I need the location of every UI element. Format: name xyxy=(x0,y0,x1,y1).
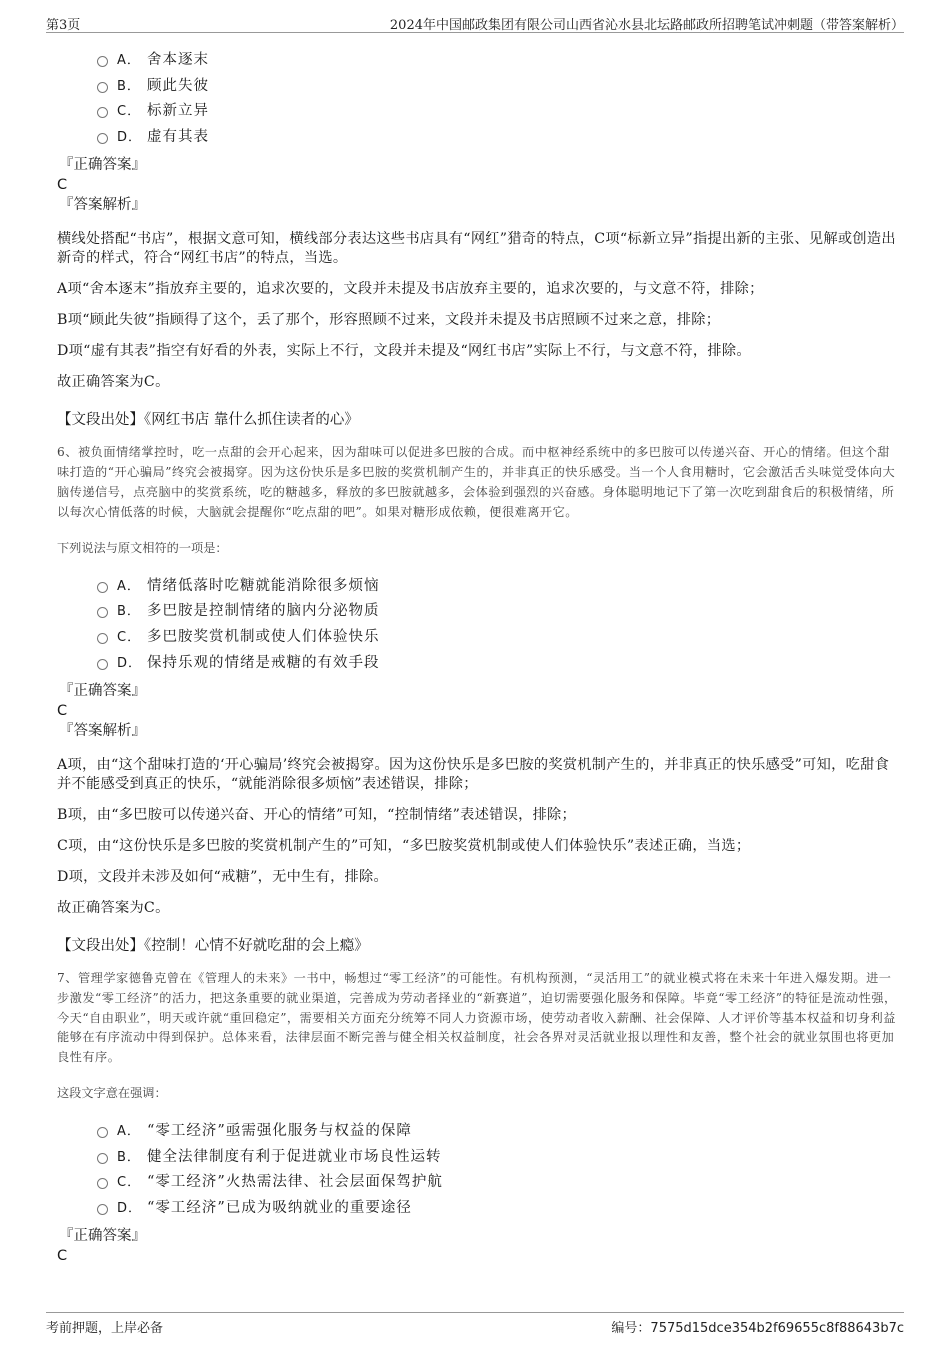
q7-option-d[interactable]: D． “零工经济”已成为吸纳就业的重要途径 xyxy=(97,1194,897,1220)
radio-icon[interactable] xyxy=(97,1153,108,1164)
q6-option-b[interactable]: B． 多巴胺是控制情绪的脑内分泌物质 xyxy=(97,597,897,623)
q7-stem: 7、管理学家德鲁克曾在《管理人的未来》一书中，畅想过“零工经济”的可能性。有机构预测，“灵活用工”的就业模式将在未来十年进入爆发期。进一步激发“零工经济”的活力，把这条重要的就业渠道，完善成为劳动者择业的“新赛道”，迫切需要强化服务和保障。毕竟“零工经济”的特征是流动性强，今天“自由职业”，明天或许就“重回稳定”，需要相关方面充分统筹不同人力资源市场，使劳动者收入薪酬、社会保障、人才评价等基本权益和切身利益能够在有序流动中得到保护。总体来看，法律层面不断完善与健全相关权益制度，社会各界对灵活就业报以理性和友善，整个社会的就业氛围也将更加良性有序。 xyxy=(57,970,897,1065)
radio-icon[interactable] xyxy=(97,1204,108,1215)
q6-source: 【文段出处】《控制！心情不好就吃甜的会上瘾》 xyxy=(57,937,369,954)
analysis-label: 『答案解析』 xyxy=(59,197,146,214)
q5-option-b[interactable]: B． 顾此失彼 xyxy=(97,72,897,98)
analysis-paragraph: D项“虚有其表”指空有好看的外表，实际上不行，文段并未提及“网红书店”实际上不行，与文意不符，排除。 xyxy=(57,343,751,360)
analysis-paragraph: D项，文段并未涉及如何“戒糖”，无中生有，排除。 xyxy=(57,868,389,885)
q6-analysis xyxy=(57,756,897,918)
q6-option-d[interactable]: D． 保持乐观的情绪是戒糖的有效手段 xyxy=(97,648,897,674)
q5-option-a[interactable]: A． 舍本逐末 xyxy=(97,46,897,72)
q5-option-c[interactable]: C． 标新立异 xyxy=(97,97,897,123)
analysis-paragraph: B项“顾此失彼”指顾得了这个，丢了那个，形容照顾不过来，文段并未提及书店照顾不过来之意，排除； xyxy=(57,312,721,329)
analysis-paragraph: C项，由“这份快乐是多巴胺的奖赏机制产生的”可知，“多巴胺奖赏机制或使人们体验快乐”表述正确，当选； xyxy=(57,837,751,854)
q6-option-a[interactable]: A． 情绪低落时吃糖就能消除很多烦恼 xyxy=(97,572,897,598)
radio-icon[interactable] xyxy=(97,607,108,618)
q6-question: 下列说法与原文相符的一项是： xyxy=(57,540,228,555)
analysis-paragraph: 故正确答案为C。 xyxy=(57,899,170,916)
footer-code-value: 7575d15dce354b2f69655c8f88643b7c xyxy=(650,1321,904,1336)
radio-icon[interactable] xyxy=(97,82,108,93)
correct-answer-label: 『正确答案』 xyxy=(59,682,146,699)
footer-slogan: 考前押题，上岸必备 xyxy=(46,1321,164,1336)
correct-answer-label: 『正确答案』 xyxy=(59,1228,146,1245)
q7-answer: C xyxy=(57,1248,68,1265)
q7-option-a[interactable]: A． “零工经济”亟需强化服务与权益的保障 xyxy=(97,1117,897,1143)
radio-icon[interactable] xyxy=(97,1127,108,1138)
page-header xyxy=(46,12,904,33)
document-title: 2024年中国邮政集团有限公司山西省沁水县北坛路邮政所招聘笔试冲刺题（带答案解析） xyxy=(389,18,904,33)
radio-icon[interactable] xyxy=(97,582,108,593)
page-content xyxy=(57,40,897,1265)
page-footer xyxy=(46,1312,904,1335)
footer-code xyxy=(611,1317,904,1336)
analysis-paragraph: B项，由“多巴胺可以传递兴奋、开心的情绪”可知，“控制情绪”表述错误，排除； xyxy=(57,806,577,823)
radio-icon[interactable] xyxy=(97,1178,108,1189)
q5-options xyxy=(97,46,897,148)
analysis-paragraph: A项，由“这个甜味打造的‘开心骗局’终究会被揭穿。因为这份快乐是多巴胺的奖赏机制产生的，并非真正的快乐感受”可知，吃甜食并不能感受到真正的快乐，“就能消除很多烦恼”表述错误，排除； xyxy=(57,756,890,792)
q6-answer: C xyxy=(57,702,68,719)
correct-answer-label: 『正确答案』 xyxy=(59,157,146,174)
q7-option-b[interactable]: B． 健全法律制度有利于促进就业市场良性运转 xyxy=(97,1143,897,1169)
q6-options xyxy=(97,572,897,674)
q5-source: 【文段出处】《网红书店 靠什么抓住读者的心》 xyxy=(57,412,359,429)
radio-icon[interactable] xyxy=(97,633,108,644)
analysis-paragraph: 故正确答案为C。 xyxy=(57,374,170,391)
footer-code-label: 编号： xyxy=(611,1321,651,1336)
radio-icon[interactable] xyxy=(97,133,108,144)
page-number: 第3页 xyxy=(46,18,81,33)
analysis-paragraph: 横线处搭配“书店”，根据文意可知，横线部分表达这些书店具有“网红”猎奇的特点，C项“标新立异”指提出新的主张、见解或创造出新奇的样式，符合“网红书店”的特点，当选。 xyxy=(57,231,896,267)
radio-icon[interactable] xyxy=(97,659,108,670)
radio-icon[interactable] xyxy=(97,107,108,118)
analysis-label: 『答案解析』 xyxy=(59,722,146,739)
q5-answer: C xyxy=(57,177,68,194)
analysis-paragraph: A项“舍本逐末”指放弃主要的，追求次要的，文段并未提及书店放弃主要的，追求次要的，与文意不符，排除； xyxy=(57,281,764,298)
q5-analysis xyxy=(57,230,897,392)
q7-options xyxy=(97,1117,897,1219)
q6-option-c[interactable]: C． 多巴胺奖赏机制或使人们体验快乐 xyxy=(97,623,897,649)
q7-question: 这段文字意在强调： xyxy=(57,1085,167,1100)
q7-option-c[interactable]: C． “零工经济”火热需法律、社会层面保驾护航 xyxy=(97,1168,897,1194)
q6-stem: 6、被负面情绪掌控时，吃一点甜的会开心起来，因为甜味可以促进多巴胺的合成。而中枢神经系统中的多巴胺可以传递兴奋、开心的情绪。但这个甜味打造的“开心骗局”终究会被揭穿。因为这份快乐是多巴胺的奖赏机制产生的，并非真正的快乐感受。当一个人食用糖时，它会激活舌头味觉受体向大脑传递信号，点亮脑中的奖赏系统，吃的糖越多，释放的多巴胺就越多，会体验到强烈的兴奋感。身体聪明地记下了第一次吃到甜食后的积极情绪，所以每次心情低落的时候，大脑就会提醒你“吃点甜的吧”。如果对糖形成依赖，便很难离开它。 xyxy=(57,445,896,519)
radio-icon[interactable] xyxy=(97,56,108,67)
q5-option-d[interactable]: D． 虚有其表 xyxy=(97,123,897,149)
